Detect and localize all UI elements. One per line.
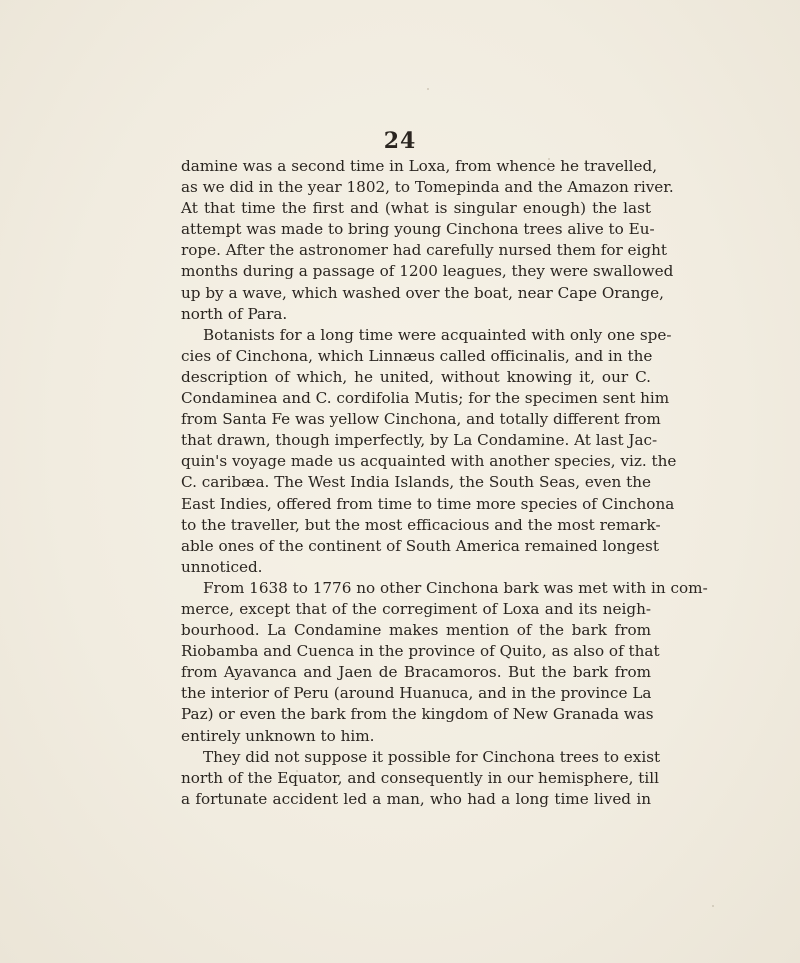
text-line: attempt was made to bring young Cinchona trees alive to Eu- xyxy=(181,220,655,239)
text-line: Condaminea and C. cordifolia Mutis; for the specimen sent him xyxy=(181,389,670,408)
text-line: cies of Cinchona, which Linnæus called officinalis, and in the xyxy=(181,346,653,365)
text-line: a fortunate accident led a man, who had a long time lived in xyxy=(181,789,651,808)
text-line: Paz) or even the bark from the kingdom of New Granada was xyxy=(181,705,654,724)
page-number: 24 xyxy=(383,128,417,154)
text-line: C. caribæa. The West India Islands, the South Seas, even the xyxy=(181,473,651,492)
text-line: that drawn, though imperfectly, by La Condamine. At last Jac- xyxy=(181,431,658,450)
text-line: Botanists for a long time were acquainted with only one spe- xyxy=(203,325,672,344)
text-line: At that time the first and (what is singular enough) the last xyxy=(181,199,651,218)
paper-speck xyxy=(712,905,714,907)
text-line: quin's voyage made us acquainted with another species, viz. the xyxy=(181,452,677,471)
text-line: from Santa Fe was yellow Cinchona, and totally different from xyxy=(181,410,661,429)
paper-speck xyxy=(427,88,429,90)
text-line: From 1638 to 1776 no other Cinchona bark was met with in com- xyxy=(203,578,708,597)
text-line: to the traveller, but the most efficacious and the most remark- xyxy=(181,515,661,534)
text-line: months during a passage of 1200 leagues, they were swallowed xyxy=(181,262,674,281)
text-line: as we did in the year 1802, to Tomepinda and the Amazon river. xyxy=(181,178,674,197)
text-line: north of the Equator, and consequently in our hemisphere, till xyxy=(181,768,659,787)
body-text xyxy=(181,156,708,810)
text-line: entirely unknown to him. xyxy=(181,726,375,745)
text-line: description of which, he united, without knowing it, our C. xyxy=(181,367,651,386)
text-line: East Indies, offered from time to time more species of Cinchona xyxy=(181,494,675,513)
text-line: bourhood. La Condamine makes mention of the bark from xyxy=(181,621,651,640)
text-line: unnoticed. xyxy=(181,557,263,576)
text-line: from Ayavanca and Jaen de Bracamoros. But the bark from xyxy=(181,663,651,682)
text-line: rope. After the astronomer had carefully nursed them for eight xyxy=(181,241,668,260)
text-line: merce, except that of the corregiment of Loxa and its neigh- xyxy=(181,599,651,618)
text-line: Riobamba and Cuenca in the province of Quito, as also of that xyxy=(181,642,660,661)
text-line: damine was a second time in Loxa, from whence he travelled, xyxy=(181,157,658,175)
text-line: They did not suppose it possible for Cinchona trees to exist xyxy=(203,747,661,766)
text-line: up by a wave, which washed over the boat, near Cape Orange, xyxy=(181,283,664,302)
text-line: the interior of Peru (around Huanuca, and in the province La xyxy=(181,684,652,703)
text-line: north of Para. xyxy=(181,304,288,323)
text-line: able ones of the continent of South America remained longest xyxy=(181,536,659,555)
